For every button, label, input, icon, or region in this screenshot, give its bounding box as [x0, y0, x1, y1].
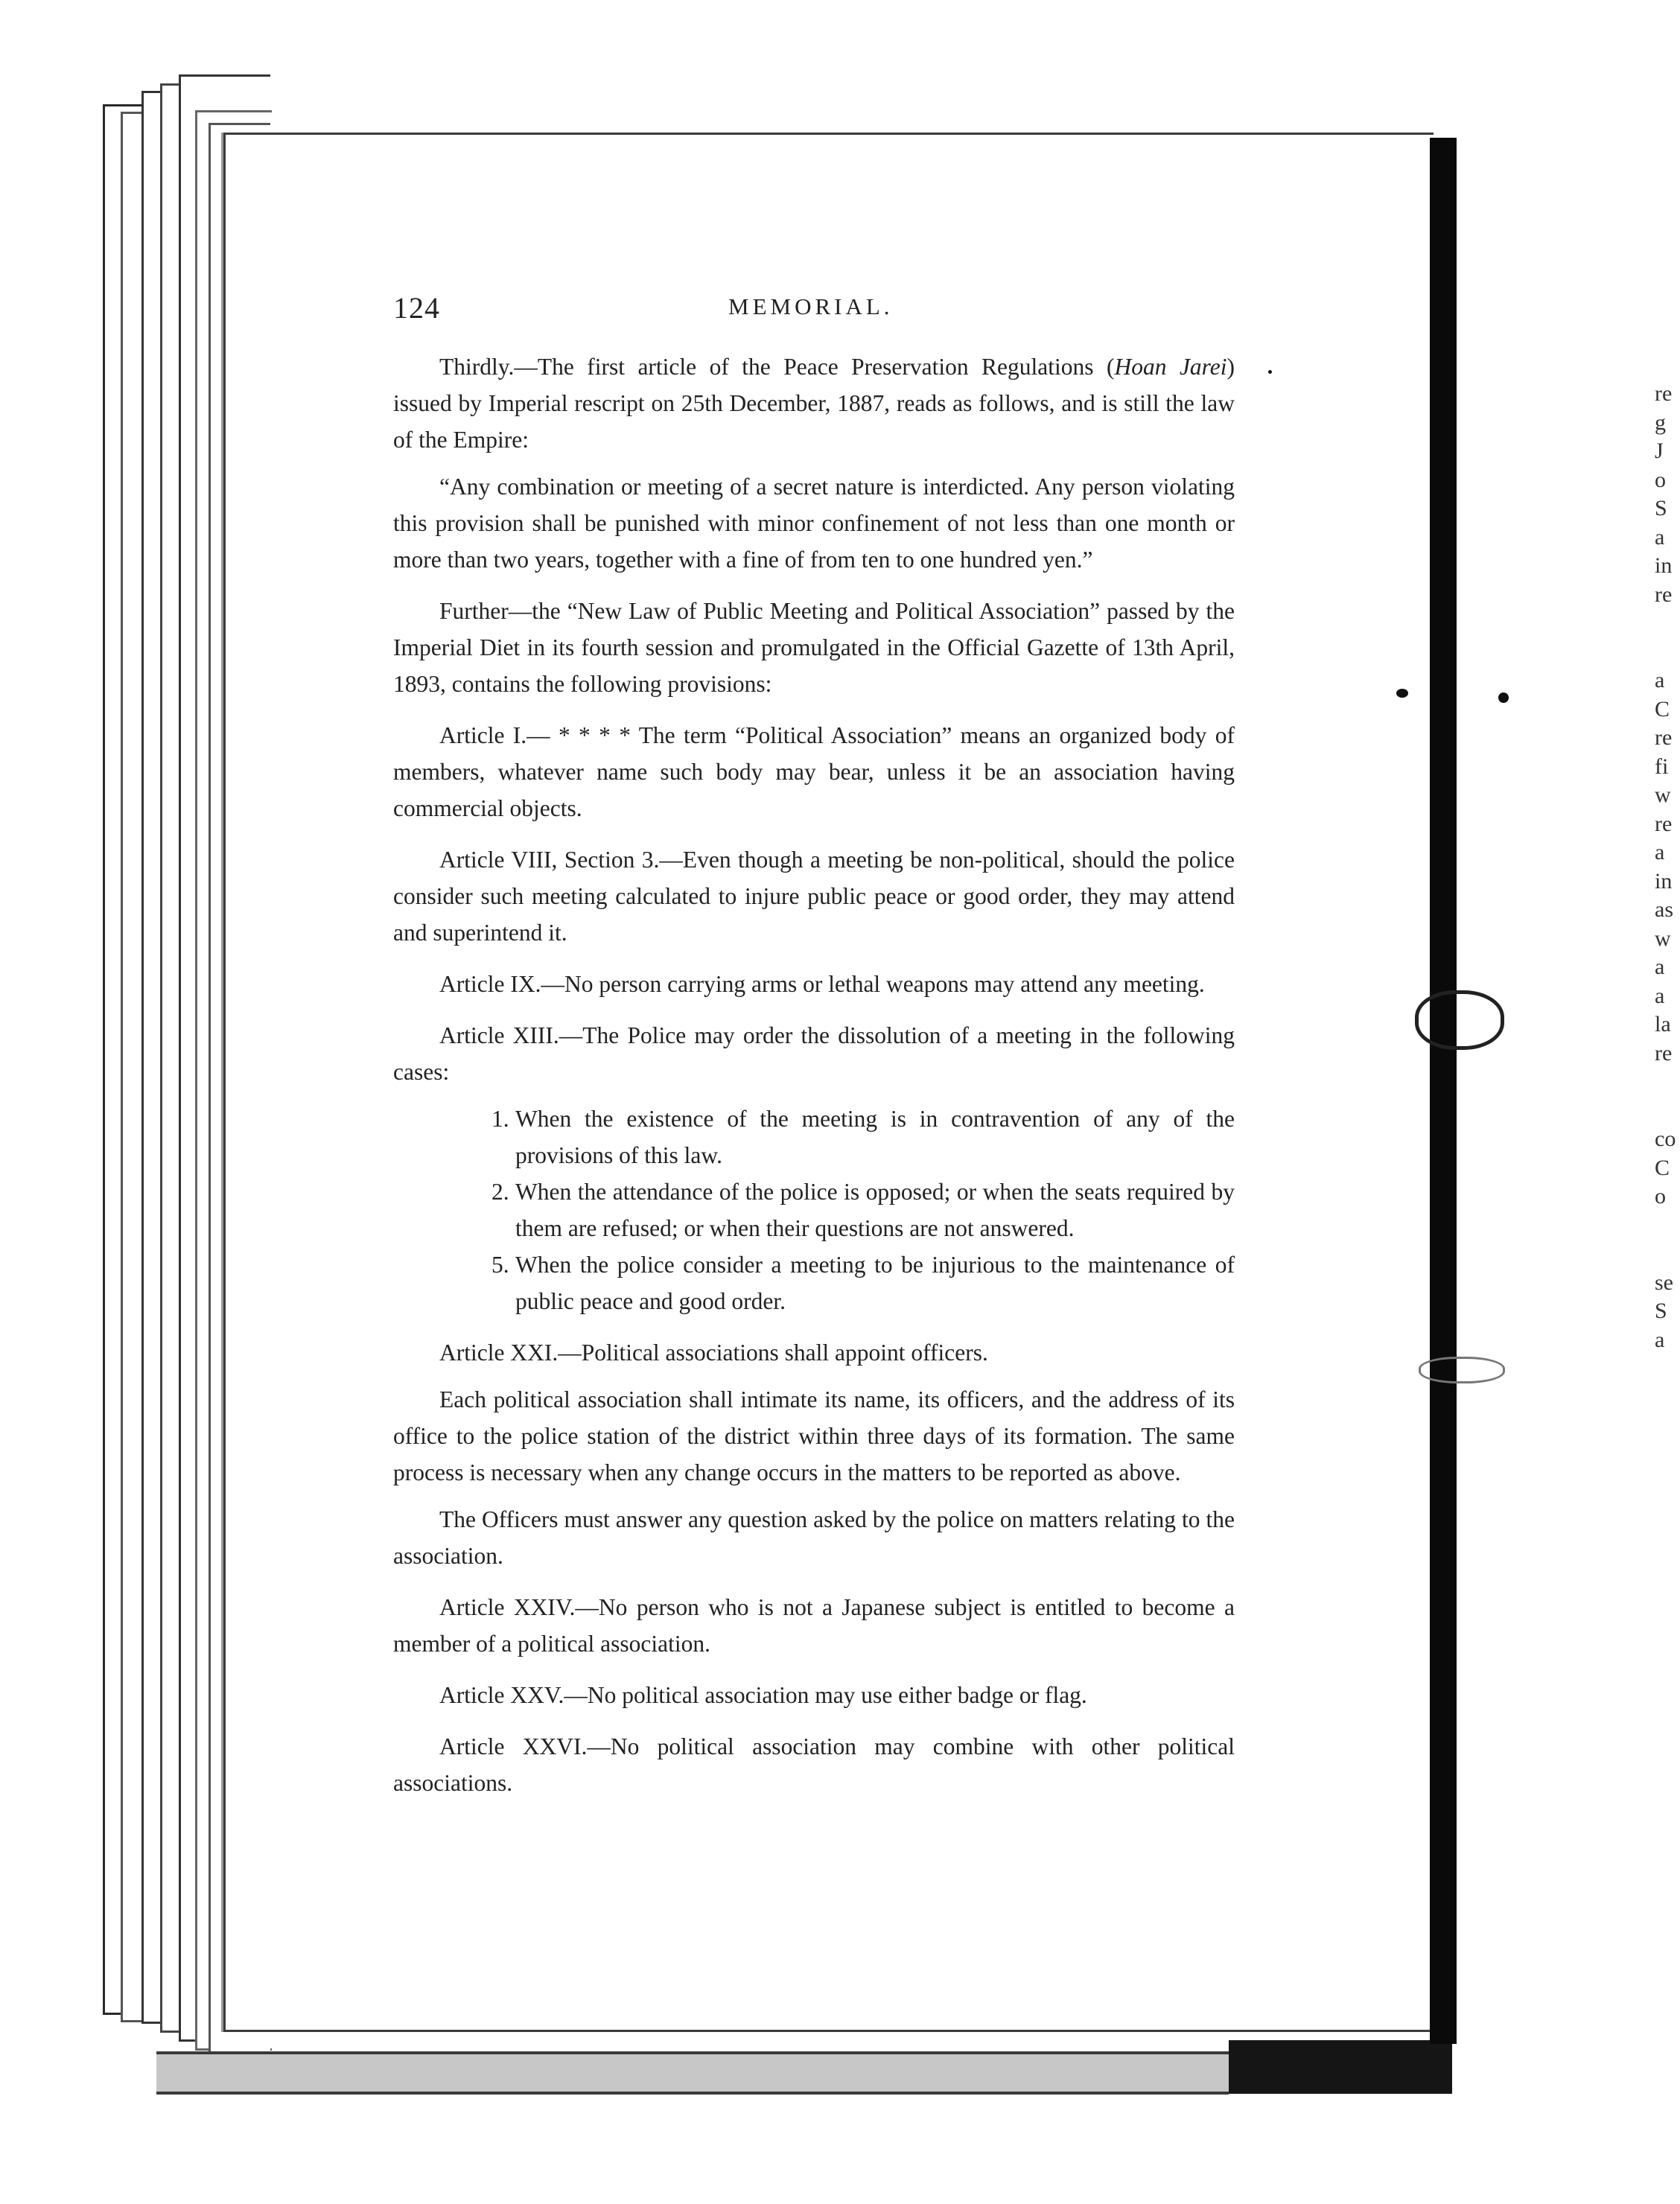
adjacent-page-fragment: g: [1655, 410, 1666, 435]
list-text: When the existence of the meeting is in contravention of any of the provisions of this law.: [515, 1106, 1235, 1168]
adjacent-page-fragment: a: [1655, 668, 1665, 692]
adjacent-page-fragment: re: [1655, 1040, 1673, 1066]
paragraph-text: ) issued by Imperial rescript on 25th December, 1887, reads as follows, and is still the law of the Empire:: [393, 354, 1235, 453]
dissolution-cases-list: [393, 1101, 1235, 1319]
adjacent-page-fragment: re: [1655, 381, 1673, 406]
adjacent-page-fragment: C: [1655, 696, 1670, 722]
adjacent-page-fragment: o: [1655, 467, 1666, 492]
list-text: When the police consider a meeting to be injurious to the maintenance of public peace and good order.: [515, 1252, 1235, 1314]
adjacent-page-fragment: se: [1655, 1270, 1673, 1295]
adjacent-page-fragment: a: [1655, 955, 1665, 979]
book-gutter: [1430, 138, 1457, 2044]
article-paragraph: Article IX.—No person carrying arms or lethal weapons may attend any meeting.: [439, 971, 1205, 997]
italic-term: Hoan Jarei: [1114, 354, 1227, 380]
page-number: 124: [393, 291, 440, 325]
adjacent-page-fragment: a: [1655, 524, 1665, 550]
adjacent-page-fragment: [1655, 1211, 1680, 1240]
adjacent-page-fragment: a: [1655, 983, 1665, 1008]
paragraph-text: —The first article of the Peace Preservation Regulations (: [514, 354, 1115, 380]
paragraph-lead: Thirdly.: [439, 354, 515, 380]
article-paragraph: Article XXI.—Political associations shall appoint officers.: [439, 1340, 988, 1366]
article-paragraph: Article XXVI.—No political association may combine with other political associations.: [393, 1733, 1235, 1796]
adjacent-page-fragment: [1655, 638, 1680, 667]
adjacent-page-fragment: re: [1655, 725, 1673, 750]
scan-speck: [1396, 689, 1408, 698]
article-paragraph: Article XXV.—No political association may use either badge or flag.: [439, 1682, 1087, 1708]
page-header: [393, 290, 1242, 326]
adjacent-page-fragment: [1655, 1097, 1680, 1126]
article-paragraph: Article XXIV.—No person who is not a Japanese subject is entitled to become a member of a political association.: [393, 1594, 1235, 1657]
list-number: 5.: [491, 1252, 509, 1278]
adjacent-page-fragments: [1655, 380, 1680, 1354]
adjacent-page-fragment: re: [1655, 582, 1673, 607]
list-text: When the attendance of the police is opposed; or when the seats required by them are refused; or when their questions are not answered.: [515, 1179, 1235, 1241]
adjacent-page-fragment: S: [1655, 1299, 1667, 1323]
list-number: 1.: [491, 1106, 509, 1132]
scan-speck: [1498, 692, 1509, 703]
adjacent-page-fragment: co: [1655, 1127, 1676, 1151]
adjacent-page-fragment: [1655, 609, 1680, 638]
adjacent-page-fragment: [1655, 1240, 1680, 1269]
adjacent-page-fragment: re: [1655, 811, 1673, 836]
scan-speck: [1268, 370, 1272, 374]
article-paragraph: Article VIII, Section 3.—Even though a meeting be non-political, should the police consider such meeting calculated to injure public peace or good order, they may attend and superintend it.: [393, 847, 1235, 946]
paragraph: Further—the “New Law of Public Meeting and Political Association” passed by the Imperial Diet in its fourth session and promulgated in the Official Gazette of 13th April, 1893, contains the following provisions:: [393, 598, 1235, 697]
list-number: 2.: [491, 1179, 509, 1205]
page-stack-bottom: [156, 2051, 1229, 2095]
adjacent-page-fragment: a: [1655, 1327, 1665, 1352]
adjacent-page-fragment: w: [1655, 783, 1671, 807]
adjacent-page-fragment: in: [1655, 868, 1673, 894]
paragraph: [393, 348, 1235, 458]
adjacent-page-fragment: a: [1655, 840, 1665, 864]
adjacent-page-fragment: as: [1655, 897, 1673, 922]
adjacent-page-fragment: in: [1655, 553, 1673, 578]
paragraph: The Officers must answer any question asked by the police on matters relating to the association.: [393, 1506, 1235, 1569]
article-paragraph: Article XIII.—The Police may order the dissolution of a meeting in the following cases:: [393, 1022, 1235, 1085]
list-item: [491, 1101, 1235, 1173]
adjacent-page-fragment: [1655, 1068, 1680, 1097]
running-head: MEMORIAL.: [728, 293, 894, 319]
list-item: [491, 1173, 1235, 1246]
adjacent-page-fragment: fi: [1655, 754, 1669, 779]
page-body: [393, 348, 1235, 1816]
adjacent-page-fragment: J: [1655, 439, 1664, 463]
list-item: [491, 1246, 1235, 1319]
paragraph: Each political association shall intimate its name, its officers, and the address of its office to the police station of the district within three days of its formation. The same process is necessary when any change occurs in the matters to be reported as above.: [393, 1386, 1235, 1485]
adjacent-page-fragment: C: [1655, 1155, 1670, 1180]
quoted-regulation: “Any combination or meeting of a secret nature is interdicted. Any person violating this provision shall be punished with minor confinement of not less than one month or more than two years, together with a fine of from ten to one hundred yen.”: [393, 474, 1235, 573]
binding-shadow: [1229, 2040, 1452, 2094]
adjacent-page-fragment: S: [1655, 496, 1667, 520]
ink-smudge: [1415, 990, 1504, 1050]
article-paragraph: Article I.— * * * * The term “Political Association” means an organized body of members, whatever name such body may bear, unless it be an association having commercial objects.: [393, 722, 1235, 821]
ink-smudge: [1419, 1357, 1505, 1383]
adjacent-page-fragment: la: [1655, 1012, 1671, 1036]
adjacent-page-fragment: o: [1655, 1184, 1666, 1208]
adjacent-page-fragment: w: [1655, 926, 1671, 951]
